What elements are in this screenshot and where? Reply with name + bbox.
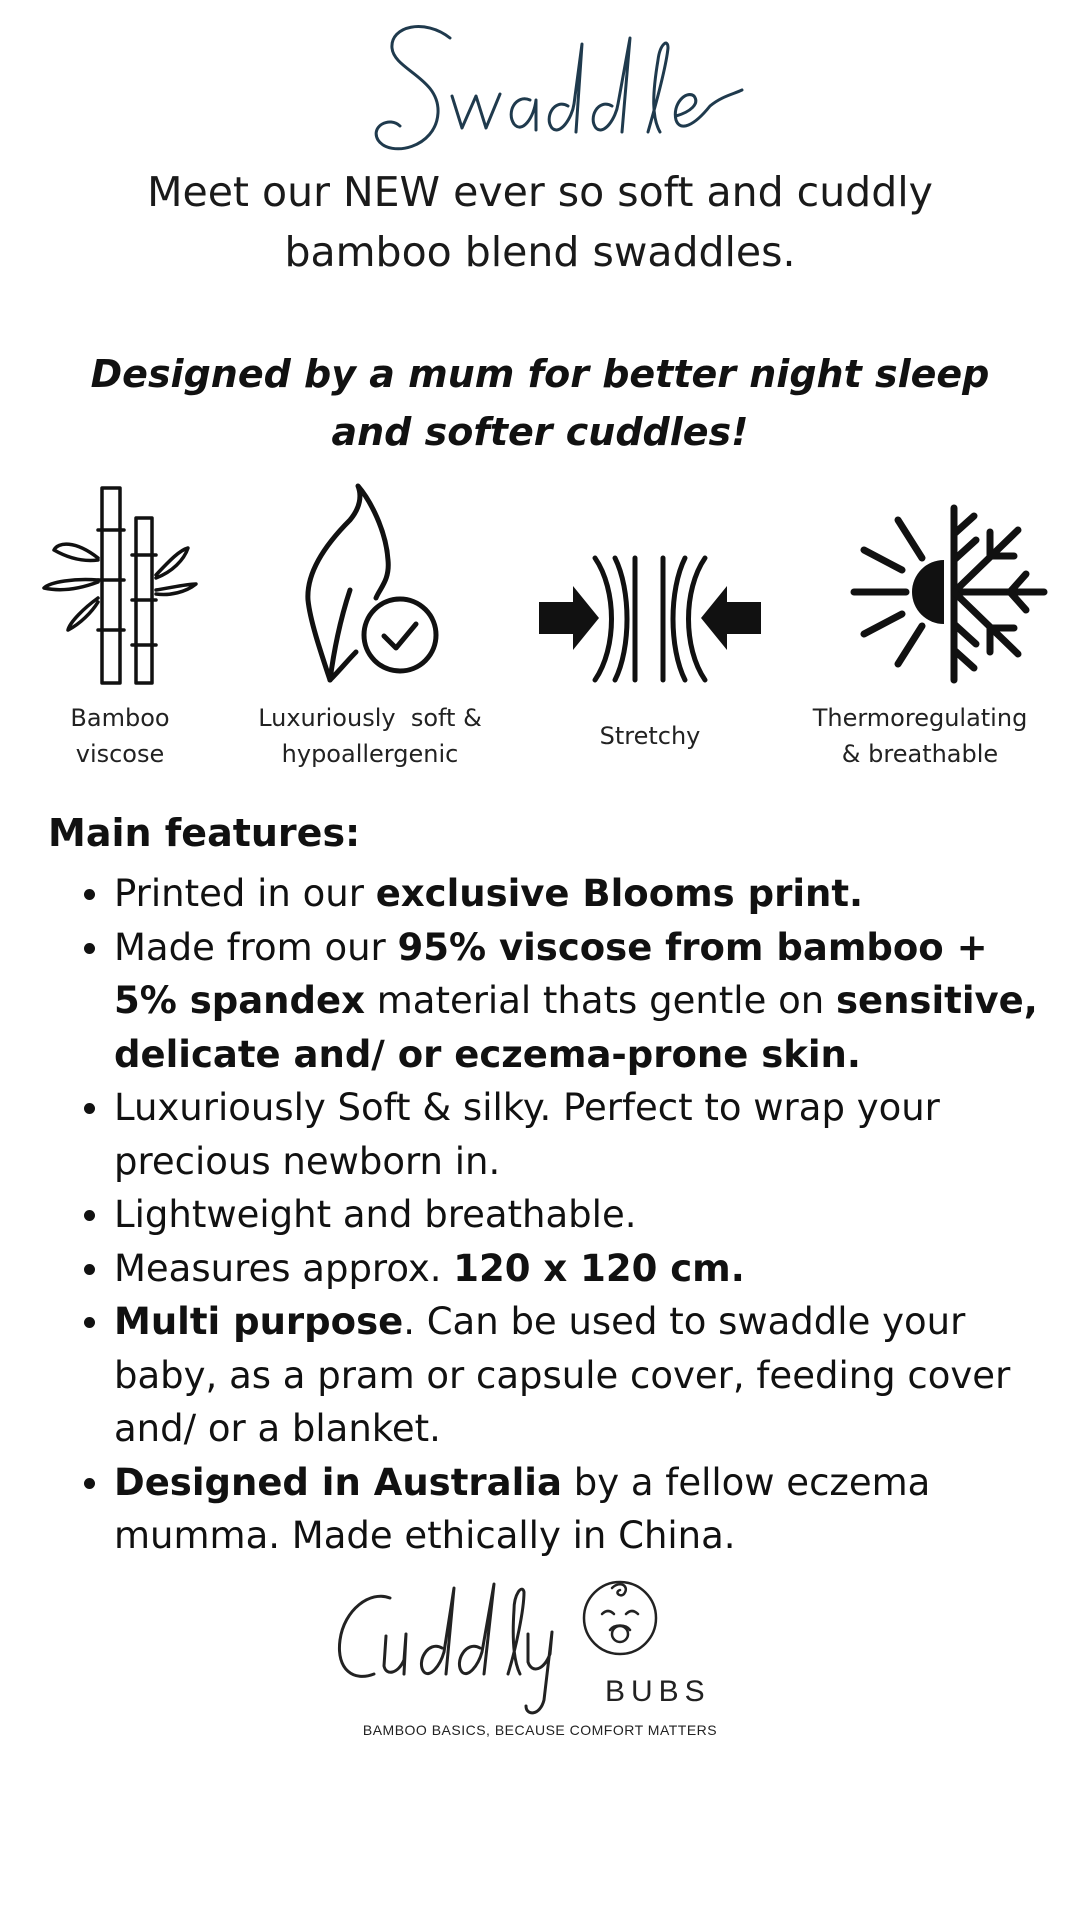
bamboo-caption-line-1: Bamboo [70,704,170,732]
list-item [114,1242,1048,1296]
main-features [48,805,1048,1563]
tagline-line-2: and softer cuddles! [331,410,749,454]
list-item [114,1081,1048,1188]
intro-line-1: Meet our NEW ever so soft and cuddly [147,168,933,216]
features-list [48,867,1048,1563]
tagline-line-1: Designed by a mum for better night sleep [90,352,990,396]
feature-4-text: Lightweight and breathable. [114,1193,637,1236]
feature-5-text: Measures approx. [114,1246,454,1290]
feature-2-bold: 95% viscose from bamboo + 5% spandex [114,925,988,1022]
features-icon-row [0,480,1080,780]
list-item [114,1456,1048,1563]
thermo-caption-line-1: Thermoregulating [812,704,1028,732]
feature-2-bold-2: sensitive, delicate and/ or eczema-prone skin. [114,979,1038,1076]
stretch-arrows-icon [535,480,765,690]
soft-caption-line-1: Luxuriously soft & [258,704,482,732]
soft-caption-line-2: hypoallergenic [281,740,459,768]
list-item [114,921,1048,1082]
feature-3-text: Luxuriously Soft & silky. Perfect to wrap your precious newborn in. [114,1086,940,1183]
feature-7-bold: Designed in Australia [114,1460,562,1504]
feature-1-text: Printed in our [114,872,376,915]
feature-2-text: Made from our [114,925,398,969]
intro-text [60,162,1020,282]
list-item [114,867,1048,921]
brand-tagline: BAMBOO BASICS, BECAUSE COMFORT MATTERS [362,1722,718,1738]
bamboo-caption [20,700,220,772]
features-heading: Main features: [48,811,361,855]
page-title [0,8,1080,168]
tagline [40,345,1040,461]
sun-snowflake-icon [850,480,1050,690]
intro-line-2: bamboo blend swaddles. [284,228,796,276]
soft-caption [245,700,495,772]
bamboo-caption-line-2: viscose [75,740,165,768]
feature-6-bold: Multi purpose [114,1300,404,1343]
stretchy-caption-line-1: Stretchy [599,722,701,750]
bamboo-icon [40,480,200,690]
feather-check-icon [290,480,450,690]
list-item [114,1188,1048,1242]
feature-1-bold: exclusive Blooms print. [375,872,864,915]
feature-6-text: . Can be used to swaddle your baby, as a pram or capsule cover, feeding cover and/ or a blanket. [114,1300,1011,1450]
swaddle-script-wordmark [330,8,750,168]
brand-logo [330,1570,750,1740]
stretchy-caption [550,718,750,754]
feature-2-text-2: material thats gentle on [364,979,836,1022]
brand-logo-word: BUBS [605,1675,711,1708]
feature-7-text: by a fellow eczema mumma. Made ethically in China. [114,1460,931,1557]
thermo-caption-line-2: & breathable [841,740,999,768]
thermo-caption [790,700,1050,772]
list-item [114,1295,1048,1456]
feature-5-bold: 120 x 120 cm. [453,1246,745,1290]
